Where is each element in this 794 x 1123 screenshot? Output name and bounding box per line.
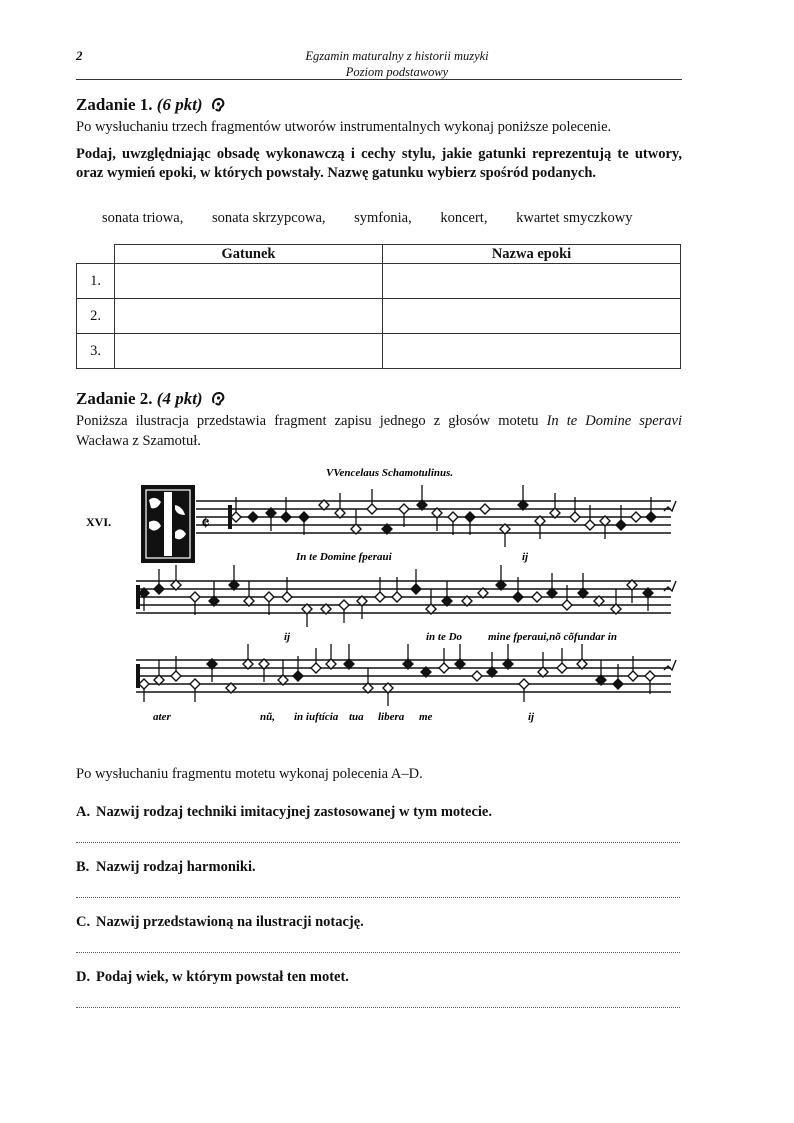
lyric-text: ij — [284, 631, 291, 643]
task2-intro — [76, 411, 682, 451]
listening-icon — [211, 391, 226, 406]
exam-level: Poziom podstawowy — [345, 65, 449, 79]
lyrics — [153, 551, 617, 723]
question-letter: B. — [76, 859, 90, 875]
clef-mark — [136, 585, 140, 609]
lyric-text: ij — [522, 551, 529, 563]
exam-title-line1: Egzamin maturalny z historii muzyki — [305, 49, 489, 63]
answer-line-d[interactable] — [76, 1007, 680, 1008]
mensural-note — [139, 679, 149, 689]
listening-icon — [211, 97, 226, 112]
answer-line-a[interactable] — [76, 842, 680, 843]
task2-heading — [76, 389, 226, 409]
mensural-note — [264, 592, 274, 602]
motet-title: In te Domine speravi — [546, 413, 682, 429]
mensural-note — [513, 592, 523, 602]
row-number: 3. — [77, 334, 115, 369]
question-text: Nazwij przedstawioną na ilustracji notację. — [96, 914, 364, 930]
task2-intro-text: Poniższa ilustracja przedstawia fragment zapisu jednego z głosów motetu — [76, 413, 547, 429]
mensural-note — [532, 592, 542, 602]
mensural-note — [557, 663, 567, 673]
task1-heading — [76, 95, 226, 115]
lyric-text: nũ, — [260, 711, 275, 723]
table-row — [77, 299, 681, 334]
genre-option: sonata triowa, — [102, 210, 184, 226]
epoch-answer-cell[interactable] — [383, 264, 681, 299]
mensural-note — [411, 584, 421, 594]
lyric-text: in te Do — [426, 631, 463, 643]
lyric-text: mine fperaui,nõ cõfundar in — [488, 631, 617, 643]
custos-mark — [664, 581, 676, 591]
question-d — [76, 969, 349, 986]
mensural-note — [375, 592, 385, 602]
answer-table — [76, 244, 681, 369]
question-text: Nazwij rodzaj techniki imitacyjnej zastosowanej w tym motecie. — [96, 804, 492, 820]
part-label: XVI. — [86, 515, 112, 529]
genre-option: kwartet smyczkowy — [516, 210, 633, 226]
genre-answer-cell[interactable] — [115, 299, 383, 334]
question-text: Podaj wiek, w którym powstał ten motet. — [96, 969, 349, 985]
mensural-note — [171, 671, 181, 681]
mensural-note — [519, 679, 529, 689]
mensural-note — [628, 671, 638, 681]
genre-answer-cell[interactable] — [115, 334, 383, 369]
task1-points: (6 pkt) — [156, 95, 203, 114]
lyric-text: ater — [153, 711, 171, 723]
genre-answer-cell[interactable] — [115, 264, 383, 299]
lyric-text: ij — [528, 711, 535, 723]
staff-2 — [136, 581, 671, 613]
question-b — [76, 859, 256, 876]
lyric-text: libera — [378, 711, 405, 723]
question-letter: A. — [76, 804, 91, 820]
genre-options — [102, 210, 657, 227]
task2-followup: Po wysłuchaniu fragmentu motetu wykonaj polecenia A–D. — [76, 766, 423, 782]
question-letter: C. — [76, 914, 91, 930]
mensural-note — [439, 663, 449, 673]
answer-line-b[interactable] — [76, 897, 680, 898]
mensural-note — [293, 671, 303, 681]
mensural-note — [480, 504, 490, 514]
col-genre-header: Gatunek — [115, 245, 383, 264]
mensural-note — [311, 663, 321, 673]
mensural-note — [231, 512, 241, 522]
page-number: 2 — [76, 48, 83, 63]
question-text: Nazwij rodzaj harmoniki. — [96, 859, 256, 875]
mensural-note — [367, 504, 377, 514]
mensural-note — [631, 512, 641, 522]
mensural-note — [248, 512, 258, 522]
table-row — [77, 264, 681, 299]
mensural-note — [465, 512, 475, 522]
mensural-note — [154, 584, 164, 594]
task2-title: Zadanie 2. — [76, 389, 153, 408]
mensural-note — [646, 512, 656, 522]
genre-option: sonata skrzypcowa, — [211, 210, 326, 226]
question-letter: D. — [76, 969, 91, 985]
mensural-note — [190, 592, 200, 602]
answer-line-c[interactable] — [76, 952, 680, 953]
lyric-text: me — [419, 711, 433, 723]
mensuration-sign: 𝄵 — [201, 511, 210, 535]
question-c — [76, 914, 364, 931]
custos-mark — [664, 501, 676, 511]
mensural-note — [299, 512, 309, 522]
mensural-note — [616, 520, 626, 530]
mensural-note — [570, 512, 580, 522]
mensural-note — [282, 592, 292, 602]
task1-instruction: Podaj, uwzględniając obsadę wykonawczą i cechy stylu, jakie gatunki reprezentują te utwory, oraz wymień epoki, w których powstały. Nazwę gatunku wybierz spośród podanych. — [76, 146, 682, 181]
row-number: 1. — [77, 264, 115, 299]
decorated-initial — [141, 485, 195, 563]
custos-mark — [664, 660, 676, 670]
epoch-answer-cell[interactable] — [383, 299, 681, 334]
genre-option: symfonia, — [354, 210, 412, 226]
lyric-text: In te Domine fperaui — [296, 551, 392, 563]
table-corner — [77, 245, 115, 264]
mensural-note — [448, 512, 458, 522]
lyric-text: in iuftícia — [294, 711, 339, 723]
mensural-notes — [136, 485, 676, 706]
lyric-text: tua — [349, 711, 364, 723]
genre-option: koncert, — [440, 210, 488, 226]
mensural-note — [613, 679, 623, 689]
staff-1 — [196, 501, 671, 533]
table-row — [77, 334, 681, 369]
mensural-note — [472, 671, 482, 681]
task2-intro-text-end: Wacława z Szamotuł. — [76, 433, 201, 449]
exam-title — [0, 48, 794, 80]
mensural-note — [585, 520, 595, 530]
row-number: 2. — [77, 299, 115, 334]
mensural-note — [190, 679, 200, 689]
mensural-note — [399, 504, 409, 514]
epoch-answer-cell[interactable] — [383, 334, 681, 369]
motet-score-illustration — [86, 460, 682, 730]
mensural-note — [281, 512, 291, 522]
mensural-note — [562, 600, 572, 610]
col-epoch-header: Nazwa epoki — [383, 245, 681, 264]
header-rule — [76, 79, 682, 80]
task1-intro: Po wysłuchaniu trzech fragmentów utworów instrumentalnych wykonaj poniższe polecenie. — [76, 119, 612, 135]
task1-title: Zadanie 1. — [76, 95, 153, 114]
mensural-note — [339, 600, 349, 610]
question-a — [76, 804, 492, 821]
mensural-note — [392, 592, 402, 602]
mensural-note — [645, 671, 655, 681]
composer-caption: VVencelaus Schamotulinus. — [326, 467, 454, 479]
task2-points: (4 pkt) — [156, 389, 203, 408]
